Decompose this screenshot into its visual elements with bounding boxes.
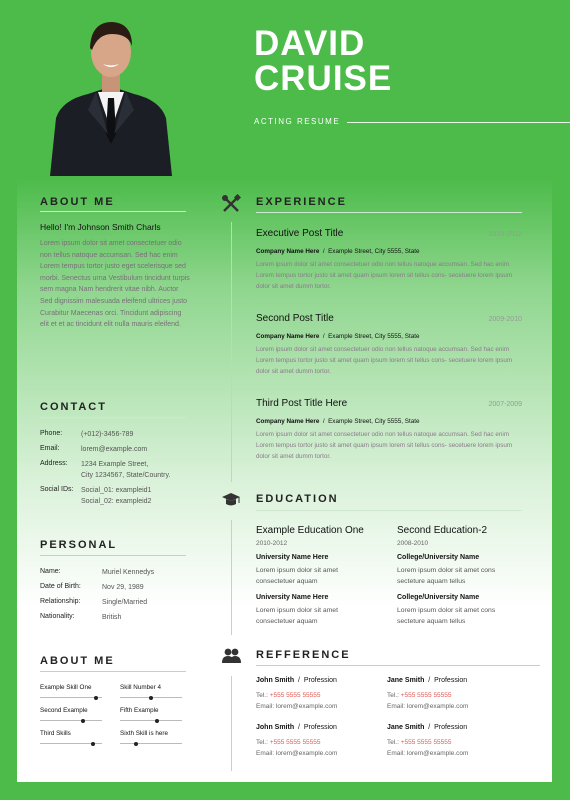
email-label: Email: <box>40 445 60 452</box>
personal-rule <box>40 555 186 556</box>
last-name: CRUISE <box>254 59 393 98</box>
job-company: Company Name Here / Example Street, City 5555, State <box>256 333 420 340</box>
reference-name: John Smith / Profession <box>256 724 337 731</box>
tel-label: Tel.: <box>256 739 268 746</box>
skill-label: Sixth Skill is here <box>120 730 168 737</box>
skill-level-dot <box>149 696 153 700</box>
education-timeline <box>231 520 232 635</box>
company-name: Company Name Here <box>256 333 320 340</box>
skill-label: Second Example <box>40 707 88 714</box>
contact-heading: CONTACT <box>40 401 107 413</box>
subtitle-rule <box>347 122 570 123</box>
education-school: University Name Here <box>256 554 329 561</box>
reference-heading: REFFERENCE <box>256 649 351 661</box>
reference-person: Jane Smith <box>387 677 425 684</box>
job-company: Company Name Here / Example Street, City 5555, State <box>256 418 420 425</box>
skill-label: Example Skill One <box>40 684 92 691</box>
company-location: Example Street, City 5555, State <box>328 418 420 425</box>
first-name: DAVID <box>254 24 366 63</box>
address-label: Address: <box>40 460 68 467</box>
tel-value: +555 5555 55555 <box>400 739 452 746</box>
job-title: Executive Post Title <box>256 228 344 239</box>
tel-label: Tel.: <box>387 739 399 746</box>
contact-rule <box>40 417 186 418</box>
skill-bar <box>120 743 182 744</box>
reference-email <box>256 701 337 712</box>
company-location: Example Street, City 5555, State <box>328 248 420 255</box>
skill-label: Fifth Example <box>120 707 159 714</box>
education-years: 2010-2012 <box>256 540 288 547</box>
reference-tel <box>387 690 452 701</box>
reference-email <box>256 748 337 759</box>
tel-value: +555 5555 55555 <box>269 739 321 746</box>
skill-label: Third Skills <box>40 730 71 737</box>
education-years: 2008-2010 <box>397 540 429 547</box>
company-location: Example Street, City 5555, State <box>328 333 420 340</box>
skill-bar <box>40 720 102 721</box>
education-school: College/University Name <box>397 594 480 601</box>
skill-bar <box>120 720 182 721</box>
education-desc: consectetuer aquam <box>256 578 318 585</box>
about-greeting: Hello! I'm Johnson Smith Charls <box>40 222 161 232</box>
reference-email <box>387 748 468 759</box>
profile-photo <box>46 14 176 176</box>
reference-tel <box>256 737 321 748</box>
tools-icon <box>221 194 241 214</box>
job-description: Lorem ipsum dolor sit amet consectetuer odio non tellus natoque accumsan. Sed hac enim Lorem tempus tortor justo sit amet quam ipsum lorem sit tellus cons- secetuere lorem ipsum dolor sit amet dumm tortor. <box>256 261 513 290</box>
skills-heading: ABOUT ME <box>40 655 115 667</box>
reference-tel <box>256 690 321 701</box>
skill-level-dot <box>94 696 98 700</box>
education-desc: Lorem ipsum dolor sit amet <box>256 607 338 614</box>
about-rule <box>40 211 186 212</box>
reference-person: John Smith <box>256 724 295 731</box>
social-1: Social_01: exampleid1 <box>81 487 152 494</box>
job-company: Company Name Here / Example Street, City 5555, State <box>256 248 420 255</box>
email-value: lorem@example.com <box>275 703 338 710</box>
social-2: Social_02: exampleid2 <box>81 498 152 505</box>
job-years: 2007-2009 <box>488 401 522 408</box>
personal-heading: PERSONAL <box>40 539 118 551</box>
skill-level-dot <box>155 719 159 723</box>
email-label: Email: <box>256 750 275 757</box>
skills-rule <box>40 671 186 672</box>
job-description: Lorem ipsum dolor sit amet consectetuer odio non tellus natoque accumsan. Sed hac enim Lorem tempus tortor justo sit amet quam ipsum lorem sit tellus cons- secetuere lorem ipsum dolor sit amet dumm tortor. <box>256 346 513 375</box>
personal-value: Single/Married <box>102 599 148 606</box>
company-name: Company Name Here <box>256 418 320 425</box>
tel-value: +555 5555 55555 <box>400 692 452 699</box>
people-icon <box>221 646 241 666</box>
education-desc: secteture aquam tellus <box>397 578 466 585</box>
personal-label: Date of Birth: <box>40 583 81 590</box>
reference-tel <box>387 737 452 748</box>
personal-label: Name: <box>40 568 61 575</box>
education-rule <box>256 510 522 511</box>
email-value: lorem@example.com <box>81 446 148 453</box>
education-school: College/University Name <box>397 554 480 561</box>
job-years: 2010-2012 <box>488 231 522 238</box>
reference-role: Profession <box>303 677 337 684</box>
reference-email <box>387 701 468 712</box>
personal-value: British <box>102 614 122 621</box>
email-value: lorem@example.com <box>406 703 469 710</box>
experience-heading: EXPERIENCE <box>256 196 347 208</box>
phone-label: Phone: <box>40 430 63 437</box>
job-title: Third Post Title Here <box>256 398 348 409</box>
education-heading: EDUCATION <box>256 493 339 505</box>
experience-timeline <box>231 222 232 482</box>
reference-rule <box>256 665 540 666</box>
about-heading: ABOUT ME <box>40 196 115 208</box>
reference-person: Jane Smith <box>387 724 425 731</box>
personal-value: Muriel Kennedys <box>102 569 155 576</box>
reference-role: Profession <box>303 724 337 731</box>
skill-bar <box>40 697 102 698</box>
social-label: Social IDs: <box>40 486 74 493</box>
education-desc: Lorem ipsum dolor sit amet cons <box>397 607 496 614</box>
education-desc: Lorem ipsum dolor sit amet cons <box>397 567 496 574</box>
resume-subtitle: ACTING RESUME <box>254 117 341 126</box>
company-name: Company Name Here <box>256 248 320 255</box>
reference-name: Jane Smith / Profession <box>387 677 468 684</box>
reference-name: John Smith / Profession <box>256 677 337 684</box>
tel-label: Tel.: <box>256 692 268 699</box>
email-label: Email: <box>387 750 406 757</box>
email-label: Email: <box>387 703 406 710</box>
tel-label: Tel.: <box>387 692 399 699</box>
education-desc: consectetuer aquam <box>256 618 318 625</box>
job-years: 2009-2010 <box>488 316 522 323</box>
experience-rule <box>256 212 522 213</box>
graduation-cap-icon <box>221 490 241 510</box>
education-school: University Name Here <box>256 594 329 601</box>
email-value: lorem@example.com <box>275 750 338 757</box>
personal-label: Nationality: <box>40 613 75 620</box>
education-title: Second Education-2 <box>397 525 488 536</box>
reference-role: Profession <box>434 724 468 731</box>
personal-label: Relationship: <box>40 598 81 605</box>
skill-level-dot <box>134 742 138 746</box>
education-desc: secteture aquam tellus <box>397 618 466 625</box>
email-label: Email: <box>256 703 275 710</box>
tel-value: +555 5555 55555 <box>269 692 321 699</box>
job-title: Second Post Title <box>256 313 334 324</box>
address-line-2: City 1234567, State/Country. <box>81 472 171 479</box>
education-title: Example Education One <box>256 525 364 536</box>
personal-value: Nov 29, 1989 <box>102 584 144 591</box>
skill-level-dot <box>91 742 95 746</box>
skill-level-dot <box>81 719 85 723</box>
phone-value: (+012)-3456-789 <box>81 431 134 438</box>
skill-bar <box>120 697 182 698</box>
address-line-1: 1234 Example Street, <box>81 461 149 468</box>
reference-name: Jane Smith / Profession <box>387 724 468 731</box>
about-text: Lorem ipsum dolor sit amet consectetuer odio non tellus natoque accumsan. Sed hac enim Lorem tempus tortor justo eget scelerisque sed morbi. Senectus urna Vestibulum tincidunt turpis sem magna Nam hendrerit vitae nibh. Auctor Sed dignissim malesuada eleifend ultrices justo Curabitur Maecenas orci. Tincidunt adipiscing elit et et ac tincidunt elit nulla mauris eleifend. <box>40 240 190 329</box>
job-description: Lorem ipsum dolor sit amet consectetuer odio non tellus natoque accumsan. Sed hac enim Lorem tempus tortor justo sit amet quam ipsum lorem sit tellus cons- secetuere lorem ipsum dolor sit amet dumm tortor. <box>256 431 513 460</box>
skill-label: Skill Number 4 <box>120 684 161 691</box>
reference-timeline <box>231 676 232 771</box>
reference-person: John Smith <box>256 677 295 684</box>
name-heading <box>254 26 392 96</box>
reference-role: Profession <box>434 677 468 684</box>
skill-bar <box>40 743 102 744</box>
email-value: lorem@example.com <box>406 750 469 757</box>
education-desc: Lorem ipsum dolor sit amet <box>256 567 338 574</box>
